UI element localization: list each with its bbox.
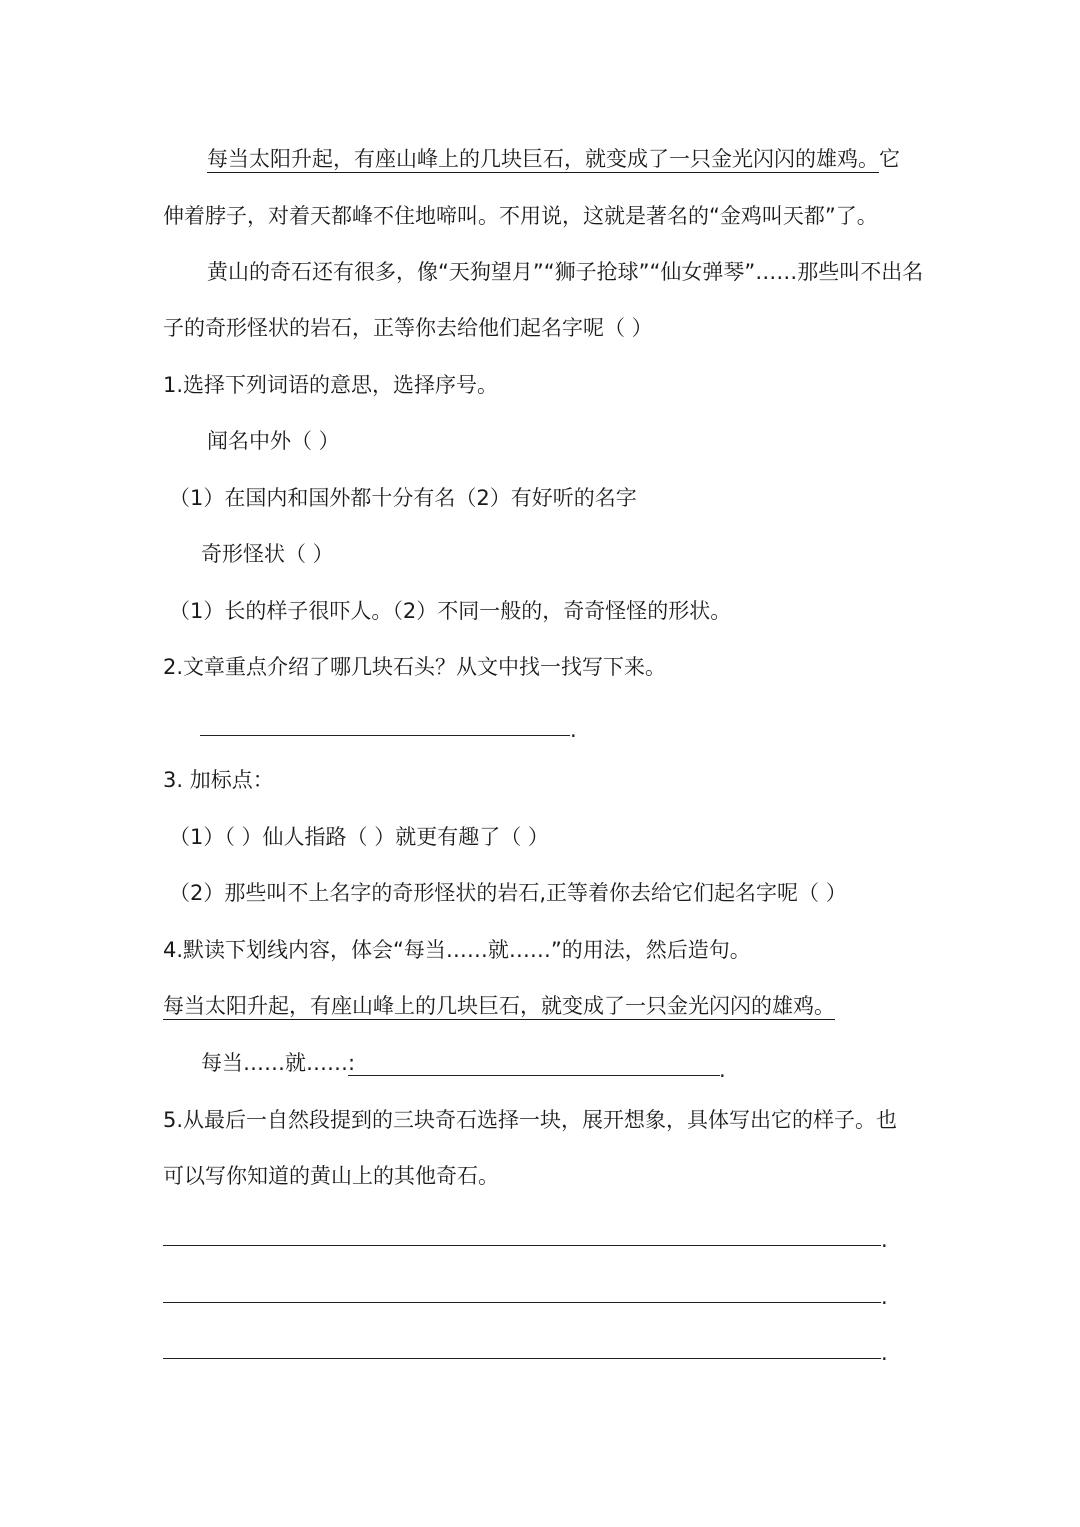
q3-title: 3. 加标点：	[163, 768, 274, 792]
q5-title-line-2: 可以写你知道的黄山上的其他奇石。	[163, 1164, 499, 1188]
q4-prompt: 每当……就……:	[201, 1051, 356, 1075]
q2-answer-line[interactable]	[200, 735, 570, 736]
q5-answer-line-3[interactable]	[163, 1358, 881, 1359]
q4-underlined-sentence: 每当太阳升起，有座山峰上的几块巨石，就变成了一只金光闪闪的雄鸡。	[163, 994, 835, 1018]
q3-item-1: （1）（ ）仙人指路（ ）就更有趣了（ ）	[169, 825, 549, 849]
q5-title-line-1: 5.从最后一自然段提到的三块奇石选择一块，展开想象，具体写出它的样子。也	[163, 1108, 898, 1132]
q4-underlined-line	[163, 991, 923, 1021]
q1-title: 1.选择下列词语的意思，选择序号。	[163, 373, 499, 397]
q1-word2: 奇形怪状（ ）	[201, 542, 334, 566]
passage-line-1-tail: 它	[879, 147, 900, 171]
q5-end-mark-3: .	[881, 1341, 888, 1365]
q1-word1-options: （1）在国内和国外都十分有名（2）有好听的名字	[169, 486, 637, 510]
passage-underlined-sentence: 每当太阳升起，有座山峰上的几块巨石，就变成了一只金光闪闪的雄鸡。	[207, 147, 879, 171]
q2-title: 2.文章重点介绍了哪几块石头？从文中找一找写下来。	[163, 655, 667, 679]
q2-end-mark: .	[570, 718, 577, 742]
q1-word1: 闻名中外（ ）	[207, 429, 340, 453]
passage-line-4: 子的奇形怪状的岩石，正等你去给他们起名字呢（ ）	[163, 316, 653, 340]
passage-line-1	[163, 144, 967, 174]
q5-end-mark-1: .	[881, 1228, 888, 1252]
q4-answer-line[interactable]	[348, 1075, 720, 1076]
q5-end-mark-2: .	[881, 1285, 888, 1309]
q5-answer-line-1[interactable]	[163, 1245, 881, 1246]
q5-answer-line-2[interactable]	[163, 1302, 881, 1303]
q3-item-2: （2）那些叫不上名字的奇形怪状的岩石,正等着你去给它们起名字呢（ ）	[169, 881, 847, 905]
passage-line-2: 伸着脖子，对着天都峰不住地啼叫。不用说，这就是著名的“金鸡叫天都”了。	[163, 204, 878, 228]
q4-title: 4.默读下划线内容，体会“每当……就……”的用法，然后造句。	[163, 938, 751, 962]
passage-line-3: 黄山的奇石还有很多，像“天狗望月”“狮子抢球”“仙女弹琴”……那些叫不出名	[207, 260, 924, 284]
q1-word2-options: （1）长的样子很吓人。（2）不同一般的，奇奇怪怪的形状。	[169, 599, 732, 623]
q4-end-mark: .	[719, 1058, 726, 1082]
